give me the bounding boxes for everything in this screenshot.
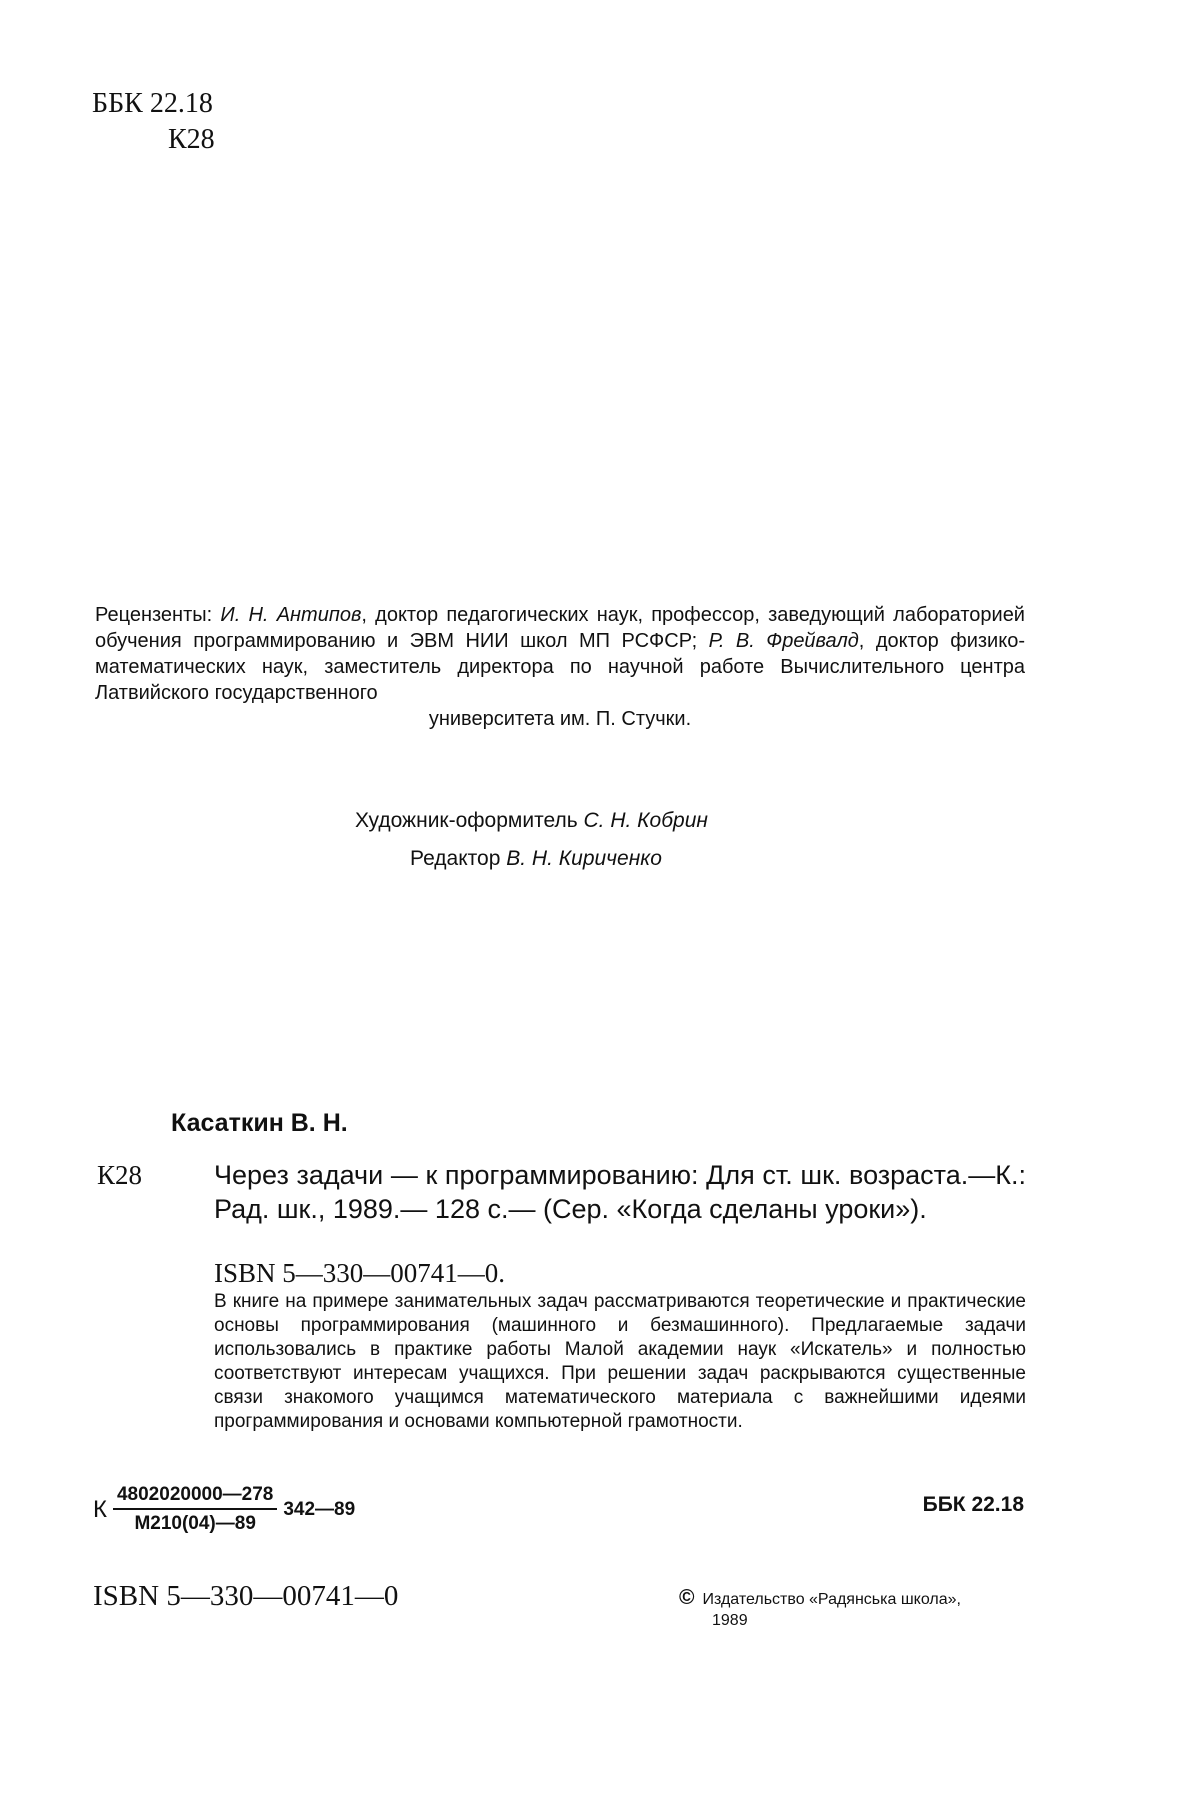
artist-name: С. Н. Кобрин	[583, 809, 708, 832]
editor-label: Редактор	[410, 847, 501, 870]
reviewer-1-description: , доктор педагогических наук, профессор, заведующий лабораторией обучения программированию и ЭВМ НИИ школ МП РСФСР;	[95, 604, 1025, 652]
index-numerator: 4802020000—278	[113, 1484, 277, 1510]
index-letter: К	[93, 1495, 107, 1523]
bbk-classification: ББК 22.18	[92, 88, 213, 119]
reviewer-2-description: , доктор физико-математических наук, заместитель директора по научной работе Вычислительного центра Латвийского государственного	[95, 630, 1025, 704]
reviewer-2-name: Р. В. Фрейвалд	[708, 630, 859, 652]
reviewers-label: Рецензенты:	[95, 604, 213, 626]
catalog-bibliography: Через задачи — к программированию: Для ст. шк. возраста.—К.: Рад. шк., 1989.— 128 с.— (Сер. «Когда сделаны уроки»).	[214, 1160, 1026, 1224]
catalog-isbn: ISBN 5—330—00741—0.	[214, 1258, 506, 1288]
artist-label: Художник-оформитель	[355, 809, 578, 832]
reviewer-2-description-end: университета им. П. Стучки.	[428, 708, 692, 730]
reviewers-block	[95, 602, 1025, 732]
publication-year: 1989	[712, 1612, 748, 1629]
editor-credit	[410, 845, 662, 873]
index-fraction	[113, 1484, 277, 1535]
catalog-code: К28	[97, 1160, 143, 1190]
catalog-author: Касаткин В. Н.	[171, 1109, 348, 1137]
bbk-header	[92, 86, 215, 158]
index-code	[93, 1484, 355, 1535]
reviewer-1-name: И. Н. Антипов	[220, 604, 362, 626]
copyright-icon: ©	[679, 1586, 695, 1609]
artist-credit	[355, 807, 708, 835]
catalog-annotation: В книге на примере занимательных задач рассматриваются теоретические и практические основы программирования (машинного и безмашинного). Предлагаемые задачи использовались в практике работы Малой академии наук «Искатель» и полностью соответствуют интересам учащихся. При решении задач раскрываются существенные связи знакомого учащимся математического материала с важнейшими идеями программирования и основами компьютерной грамотности.	[214, 1291, 1026, 1432]
index-denominator: М210(04)—89	[134, 1513, 256, 1534]
bbk-footer: ББК 22.18	[922, 1493, 1024, 1516]
copyright-notice	[679, 1587, 961, 1631]
author-mark: К28	[168, 124, 215, 155]
publisher-name: Издательство «Радянська школа»,	[702, 1591, 961, 1608]
index-suffix: 342—89	[283, 1498, 356, 1520]
footer-isbn: ISBN 5—330—00741—0	[93, 1580, 399, 1612]
editor-name: В. Н. Кириченко	[506, 847, 662, 870]
